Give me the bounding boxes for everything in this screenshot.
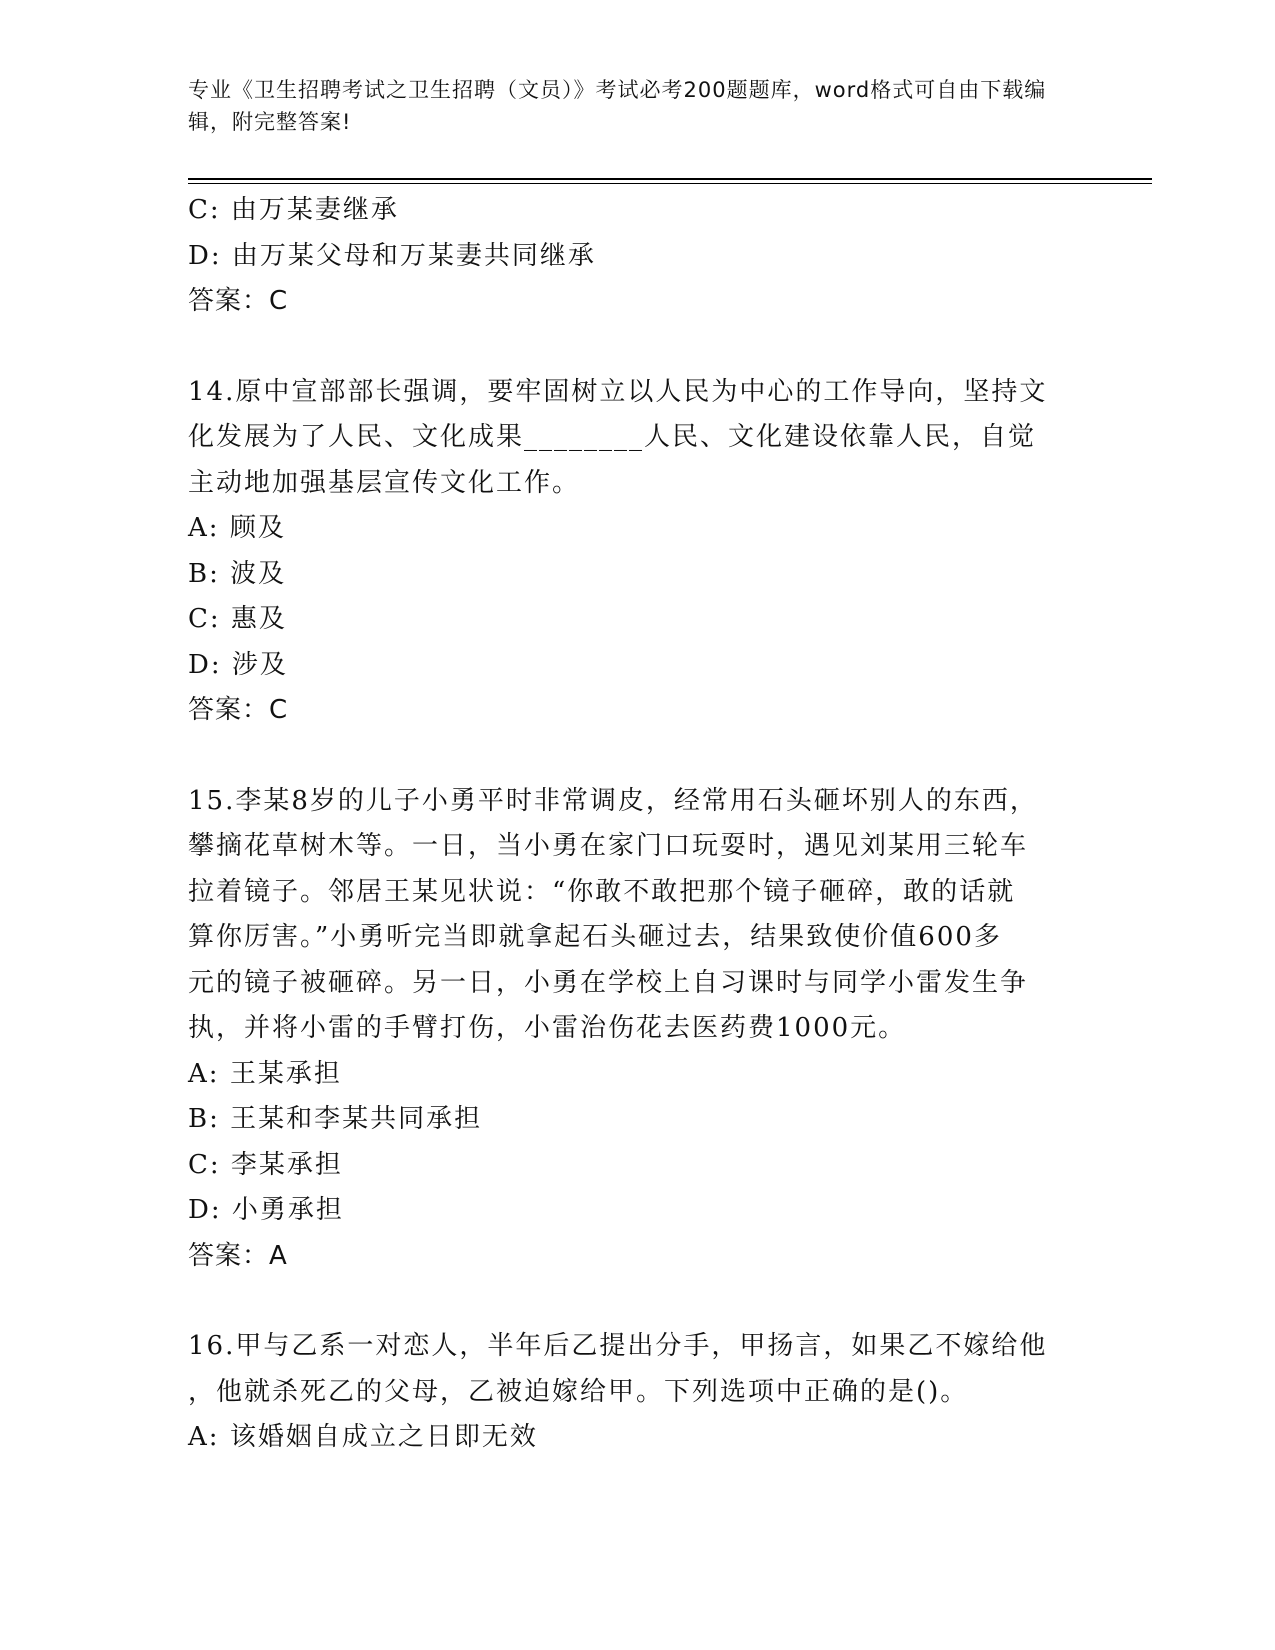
option-text: 波及 xyxy=(230,558,287,589)
option-text: 涉及 xyxy=(231,649,288,680)
option-d xyxy=(188,234,1078,280)
option-c xyxy=(188,1143,1078,1189)
question-14 xyxy=(188,370,1078,734)
header-rule-thick xyxy=(188,178,1152,180)
option-letter: C: xyxy=(188,1149,221,1180)
question-16 xyxy=(188,1324,1078,1461)
option-c xyxy=(188,188,1078,234)
question-text-line: 主动地加强基层宣传文化工作。 xyxy=(188,467,581,498)
question-text-line: 化发展为了人民、文化成果________人民、文化建设依靠人民，自觉 xyxy=(188,422,1037,452)
option-a xyxy=(188,1415,1078,1461)
option-b xyxy=(188,552,1078,598)
option-letter: C: xyxy=(188,195,221,225)
question-text-line: ，他就杀死乙的父母，乙被迫嫁给甲。下列选项中正确的是()。 xyxy=(188,1376,969,1407)
option-a xyxy=(188,1052,1078,1098)
option-letter: A: xyxy=(188,1422,220,1452)
page-header xyxy=(188,74,1068,138)
option-letter: D: xyxy=(188,240,222,271)
option-letter: C: xyxy=(188,604,221,634)
question-text-line: 14.原中宣部部长强调，要牢固树立以人民为中心的工作导向，坚持文 xyxy=(188,376,1048,407)
option-d xyxy=(188,643,1078,689)
question-text-line: 拉着镜子。邻居王某见状说：“你敢不敢把那个镜子砸碎，敢的话就 xyxy=(188,876,1016,907)
question-fragment xyxy=(188,188,1078,325)
header-title: 专业《卫生招聘考试之卫生招聘（文员）》考试必考200题题库，word格式可自由下载编辑，附完整答案! xyxy=(188,78,1047,134)
option-letter: D: xyxy=(188,649,222,680)
option-text: 顾及 xyxy=(229,513,286,543)
option-letter: D: xyxy=(188,1195,222,1225)
document-body xyxy=(188,188,1078,1461)
question-text-line: 攀摘花草树木等。一日，当小勇在家门口玩耍时，遇见刘某用三轮车 xyxy=(188,831,1029,861)
option-letter: A: xyxy=(188,513,220,543)
option-c xyxy=(188,597,1078,643)
answer-line: 答案：C xyxy=(188,695,289,725)
option-a xyxy=(188,506,1078,552)
option-letter: A: xyxy=(188,1058,220,1089)
question-text-line: 执，并将小雷的手臂打伤，小雷治伤花去医药费1000元。 xyxy=(188,1013,907,1043)
option-letter: B: xyxy=(188,558,220,589)
question-text-line: 元的镜子被砸碎。另一日，小勇在学校上自习课时与同学小雷发生争 xyxy=(188,967,1029,998)
option-d xyxy=(188,1188,1078,1234)
option-text: 王某和李某共同承担 xyxy=(230,1104,483,1134)
answer-line: 答案：A xyxy=(188,1240,288,1271)
option-text: 小勇承担 xyxy=(231,1195,344,1225)
question-text-line: 16.甲与乙系一对恋人，半年后乙提出分手，甲扬言，如果乙不嫁给他 xyxy=(188,1331,1048,1361)
option-text: 由万某父母和万某妻共同继承 xyxy=(231,240,596,271)
option-text: 由万某妻继承 xyxy=(230,195,399,225)
header-rule-thin xyxy=(188,183,1152,184)
option-text: 李某承担 xyxy=(230,1149,343,1180)
question-text-line: 算你厉害。”小勇听完当即就拿起石头砸过去，结果致使价值600多 xyxy=(188,922,1002,952)
option-text: 该婚姻自成立之日即无效 xyxy=(229,1422,538,1452)
option-text: 惠及 xyxy=(230,604,287,634)
option-letter: B: xyxy=(188,1104,220,1134)
question-text-line: 15.李某8岁的儿子小勇平时非常调皮，经常用石头砸坏别人的东西， xyxy=(188,785,1038,816)
option-b xyxy=(188,1097,1078,1143)
question-15 xyxy=(188,779,1078,1280)
option-text: 王某承担 xyxy=(229,1058,342,1089)
answer-line: 答案：C xyxy=(188,286,289,316)
